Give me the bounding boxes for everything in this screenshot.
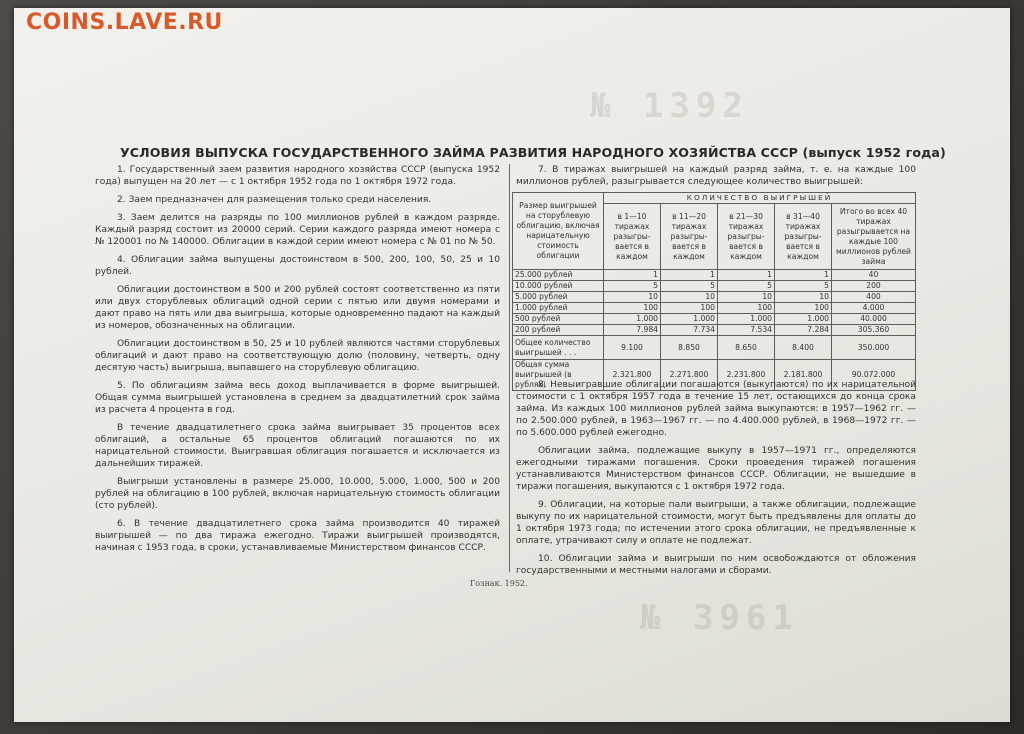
table-row bbox=[513, 325, 916, 336]
period-header-4: в 31—40 тиражах разыгры- вается в каждом bbox=[775, 204, 832, 270]
cell: 100 bbox=[775, 303, 832, 314]
total-sum-label: Общая сумма выигрышей (в рублях) bbox=[513, 360, 604, 391]
paragraph-4b: Облигации достоинством в 50, 25 и 10 рублей являются частями сторублевых облигаций и дают право на соответствующую долю (половину, четверть, одну десятую часть) выигрыша, выпавшего на сторублевую облигацию. bbox=[95, 339, 500, 373]
right-column-intro bbox=[516, 164, 916, 194]
cell: 5 bbox=[718, 281, 775, 292]
row-size: 1.000 рублей bbox=[513, 303, 604, 314]
paragraph-7: 7. В тиражах выигрышей на каждый разряд займа, т. е. на каждые 100 миллионов рублей, разыгрывается следующее количество выигрышей: bbox=[516, 165, 916, 187]
cell: 100 bbox=[661, 303, 718, 314]
paragraph-4: 4. Облигации займа выпущены достоинством в 500, 200, 100, 50, 25 и 10 рублей. bbox=[95, 255, 500, 277]
cell: 9.100 bbox=[604, 336, 661, 360]
paragraph-5b: Выигрыши установлены в размере 25.000, 10.000, 5.000, 1.000, 500 и 200 рублей на облигацию в 100 рублей, включая нарицательную стоимость облигации (сто рублей). bbox=[95, 477, 500, 511]
cell: 10 bbox=[661, 292, 718, 303]
right-column bbox=[516, 379, 916, 583]
cell: 8.400 bbox=[775, 336, 832, 360]
cell: 8.650 bbox=[718, 336, 775, 360]
cell: 2.321.800 bbox=[604, 360, 661, 391]
cell: 7.534 bbox=[718, 325, 775, 336]
paragraph-3: 3. Заем делится на разряды по 100 миллионов рублей в каждом разряде. Каждый разряд состоит из 20000 серий. Серии каждого разряда имеют номера с № 120001 по № 140000. Облигации в каждой серии имеют номера с № 01 по № 50. bbox=[95, 213, 500, 247]
table-row bbox=[513, 292, 916, 303]
winnings-table bbox=[512, 192, 916, 391]
column-divider bbox=[509, 164, 510, 572]
table-row bbox=[513, 270, 916, 281]
cell: 40.000 bbox=[832, 314, 916, 325]
cell: 2.181.800 bbox=[775, 360, 832, 391]
cell: 350.000 bbox=[832, 336, 916, 360]
table-row bbox=[513, 281, 916, 292]
total-count-label: Общее количество выигрышей . . . bbox=[513, 336, 604, 360]
cell: 1 bbox=[604, 270, 661, 281]
left-column bbox=[95, 164, 500, 560]
cell: 40 bbox=[832, 270, 916, 281]
table-row bbox=[513, 314, 916, 325]
row-size: 5.000 рублей bbox=[513, 292, 604, 303]
paragraph-5: 5. По облигациям займа весь доход выплачивается в форме выигрышей. Общая сумма выигрышей установлена в среднем за двадцатилетний срок займа из расчета 4 процента в год. bbox=[95, 381, 500, 415]
paragraph-6: 6. В течение двадцатилетнего срока займа производится 40 тиражей выигрышей — по два тиража ежегодно. Тиражи выигрышей производятся, начиная с 1953 года, в сроки, устанавливаемые Министерством финансов СССР. bbox=[95, 519, 500, 553]
cell: 7.734 bbox=[661, 325, 718, 336]
site-watermark: COINS.LAVE.RU bbox=[26, 10, 223, 35]
cell: 2.271.800 bbox=[661, 360, 718, 391]
period-header-1: в 1—10 тиражах разыгры- вается в каждом bbox=[604, 204, 661, 270]
cell: 305.360 bbox=[832, 325, 916, 336]
row-size: 10.000 рублей bbox=[513, 281, 604, 292]
cell: 2.231.800 bbox=[718, 360, 775, 391]
cell: 8.850 bbox=[661, 336, 718, 360]
period-header-3: в 21—30 тиражах разыгры- вается в каждом bbox=[718, 204, 775, 270]
table-row bbox=[513, 303, 916, 314]
cell: 1.000 bbox=[661, 314, 718, 325]
cell: 1.000 bbox=[604, 314, 661, 325]
period-header-2: в 11—20 тиражах разыгры- вается в каждом bbox=[661, 204, 718, 270]
row-size: 200 рублей bbox=[513, 325, 604, 336]
cell: 1 bbox=[775, 270, 832, 281]
paragraph-8a: Облигации займа, подлежащие выкупу в 1957—1971 гг., определяются ежегодными тиражами погашения. Сроки проведения тиражей погашения устанавливаются Министерством финансов СССР. Облигации, не вышедшие в тиражи погашения, выкупаются с 1 октября 1972 года. bbox=[516, 446, 916, 492]
cell: 5 bbox=[604, 281, 661, 292]
cell: 7.984 bbox=[604, 325, 661, 336]
table-header-row bbox=[513, 193, 916, 204]
paragraph-10: 10. Облигации займа и выигрыши по ним освобождаются от обложения государственными и местными налогами и сборами. bbox=[516, 554, 916, 576]
printer-imprint: Гознак. 1952. bbox=[470, 579, 528, 588]
cell: 4.000 bbox=[832, 303, 916, 314]
cell: 5 bbox=[661, 281, 718, 292]
cell: 400 bbox=[832, 292, 916, 303]
cell: 10 bbox=[775, 292, 832, 303]
bleedthrough-number-top: № 1392 bbox=[590, 86, 749, 126]
count-header: КОЛИЧЕСТВО ВЫИГРЫШЕЙ bbox=[604, 193, 916, 204]
cell: 1.000 bbox=[775, 314, 832, 325]
paragraph-1: 1. Государственный заем развития народного хозяйства СССР (выпуска 1952 года) выпущен на 20 лет — с 1 октября 1952 года по 1 октября 1972 года. bbox=[95, 165, 500, 187]
row-size: 500 рублей bbox=[513, 314, 604, 325]
period-header-total: Итого во всех 40 тиражах разыгрывается на каждые 100 миллионов рублей займа bbox=[832, 204, 916, 270]
paragraph-5a: В течение двадцатилетнего срока займа выигрывает 35 процентов всех облигаций, а остальные 65 процентов облигаций погашаются по их нарицательной стоимости. Выигравшая облигация погашается и исключается из дальнейших тиражей. bbox=[95, 423, 500, 469]
cell: 100 bbox=[718, 303, 775, 314]
cell: 1 bbox=[661, 270, 718, 281]
bleedthrough-number-bottom: № 3961 bbox=[640, 598, 799, 638]
paragraph-8: 8. Невыигравшие облигации погашаются (выкупаются) по их нарицательной стоимости с 1 октября 1957 года в течение 15 лет, остающихся до конца срока займа. Из каждых 100 миллионов рублей займа выкупаются: в 1957—1962 гг. — по 2.500.000 рублей, в 1963—1967 гг. — по 4.400.000 рублей, в 1968—1972 гг. — по 5.600.000 рублей ежегодно. bbox=[516, 380, 916, 438]
paragraph-9: 9. Облигации, на которые пали выигрыши, а также облигации, подлежащие выкупу по их нарицательной стоимости, могут быть предъявлены для оплаты до 1 октября 1973 года; по истечении этого срока облигации, не предъявленные к оплате, утрачивают силу и оплате не подлежат. bbox=[516, 500, 916, 546]
size-header: Размер выигрышей на сторублевую облигацию, включая нарицательную стоимость облигации bbox=[513, 193, 604, 270]
paragraph-2: 2. Заем предназначен для размещения только среди населения. bbox=[117, 195, 432, 205]
document-title: УСЛОВИЯ ВЫПУСКА ГОСУДАРСТВЕННОГО ЗАЙМА РАЗВИТИЯ НАРОДНОГО ХОЗЯЙСТВА СССР (выпуск 1952 года) bbox=[120, 145, 946, 160]
cell: 1 bbox=[718, 270, 775, 281]
cell: 200 bbox=[832, 281, 916, 292]
cell: 10 bbox=[718, 292, 775, 303]
cell: 90.072.000 bbox=[832, 360, 916, 391]
cell: 10 bbox=[604, 292, 661, 303]
cell: 5 bbox=[775, 281, 832, 292]
paragraph-4a: Облигации достоинством в 500 и 200 рублей состоят соответственно из пяти или двух сторублевых облигаций одной серии с пятью или двумя номерами и дают право на пять или два выигрыша, которые одновременно падают на каждый из номеров, обозначенных на облигации. bbox=[95, 285, 500, 331]
total-count-row bbox=[513, 336, 916, 360]
cell: 100 bbox=[604, 303, 661, 314]
cell: 1.000 bbox=[718, 314, 775, 325]
cell: 7.284 bbox=[775, 325, 832, 336]
row-size: 25.000 рублей bbox=[513, 270, 604, 281]
